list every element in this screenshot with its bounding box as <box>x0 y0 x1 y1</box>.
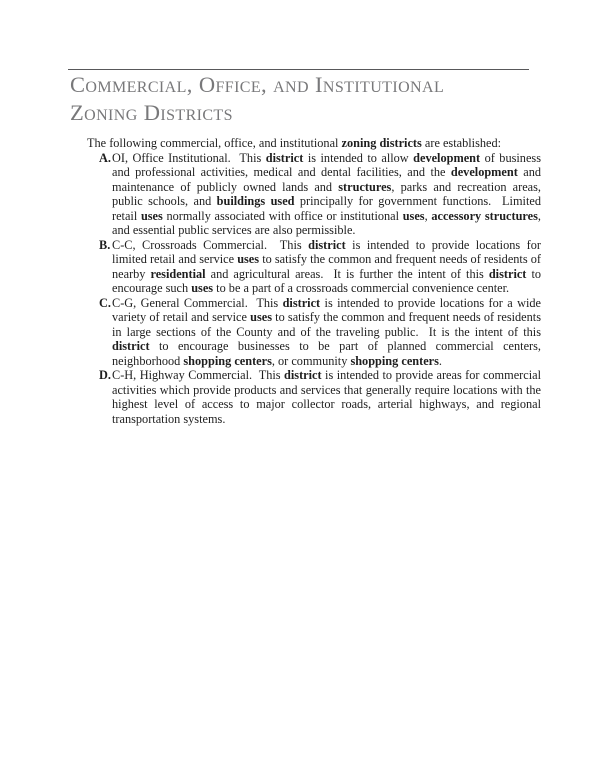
title-rule <box>68 69 529 70</box>
district-item <box>99 295 541 369</box>
district-item-text: C-C, Crossroads Commercial. This district is intended to provide locations for limited retail and service uses to satisfy the common and frequent needs of residents of nearby residential and agricultural areas. It is further the intent of this district to encourage such uses to be a part of a crossroads commercial convenience center. <box>112 237 542 295</box>
page-title-line-1: Commercial, Office, and Institutional <box>70 72 445 97</box>
page-title <box>70 71 535 127</box>
district-item-text: OI, Office Institutional. This district is intended to allow development of business and professional activities, medical and dental facilities, and the development and maintenance of publicly owned lands and structures, parks and recreation areas, public schools, and buildings used principally for government functions. Limited retail uses normally associated with office or institutional uses, accessory structures, and essential public services are also permissible. <box>112 150 541 237</box>
district-item-label: D. <box>99 368 111 382</box>
district-item <box>99 150 541 238</box>
page-title-line-2: Zoning Districts <box>70 100 233 125</box>
district-item-label: A. <box>99 150 111 165</box>
district-item-label: C. <box>99 295 111 310</box>
district-item <box>99 237 542 296</box>
intro-paragraph: The following commercial, office, and institutional zoning districts are established: <box>87 136 502 150</box>
district-list <box>99 150 542 427</box>
district-item-label: B. <box>99 237 111 252</box>
district-item-text: C-G, General Commercial. This district is intended to provide locations for a wide variety of retail and service uses to satisfy the common and frequent needs of residents in large sections of the County and of the traveling public. It is the intent of this district to encourage businesses to be part of planned commercial centers, neighborhood shopping centers, or community shopping centers. <box>112 295 541 368</box>
district-item <box>99 368 541 426</box>
district-item-text: C-H, Highway Commercial. This district is intended to provide areas for commercial activities which provide products and services that generally require locations with the highest level of access to major collector roads, arterial highways, and regional transportation systems. <box>112 368 541 426</box>
